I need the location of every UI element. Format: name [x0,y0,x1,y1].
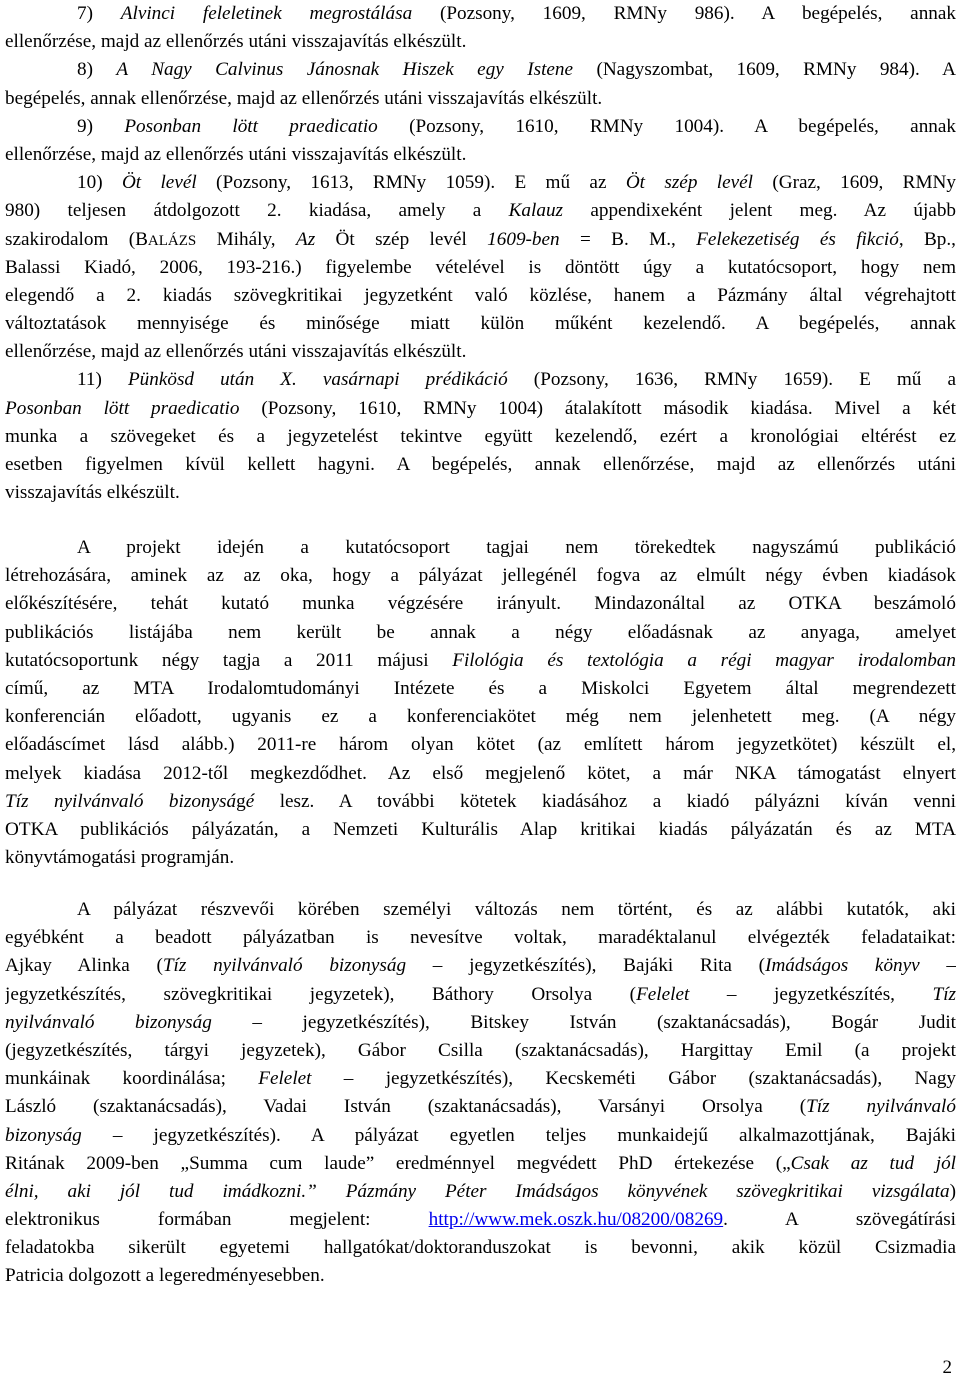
paragraph [5,534,956,872]
text-line [5,952,956,980]
small-caps-name: ALÁZS [147,232,197,249]
text-run: változtatások mennyisége és minősége miatt külön műként kezelendő. A begépelés, annak [5,313,956,335]
text-run: – jegyzetkészítés), Kecskeméti Gábor (szaktanácsadás), Nagy [311,1068,956,1090]
text-run: (Pozsony, 1609, RMNy 986). A begépelés, annak [412,3,956,24]
italic-title: Tíz nyilvánvaló [806,1096,956,1118]
text-run: , Bp., [898,228,956,250]
text-run: egyébként a beadott pályázatban is nevesítve voltak, maradéktalanul elvégezték feladataikat: [5,927,956,949]
text-line [5,924,956,952]
text-line [5,590,956,618]
text-line [5,395,956,423]
italic-title: Öt szép levél [625,172,753,194]
italic-title: Öt levél [121,172,197,194]
italic-title: Az [295,228,316,250]
text-run: létrehozására, aminek az az oka, hogy a pályázat jellegénél fogva az elmúlt négy évben kiadások [5,565,956,587]
item-block [5,0,956,507]
text-run: – jegyzetkészítés), Bajáki Rita ( [406,955,766,977]
text-line [5,731,956,759]
text-run: – jegyzetkészítés), Bitskey István (szaktanácsadás), Bogár Judit [211,1011,956,1033]
text-run: – jegyzetkészítés). A pályázat egyetlen teljes munkaidejű alkalmazottjának, Bajáki [81,1124,956,1146]
text-run: melyek kiadása 2012-től megkezdődhet. Az első megjelenő kötet, a már NKA támogatást elnyert [5,762,956,784]
text-line [5,844,956,872]
italic-title: Tíz nyilvánvaló bizonyság [162,955,407,977]
text-run: – [919,955,956,977]
text-line [5,366,956,394]
text-run: begépelés, annak ellenőrzése, majd az ellenőrzés utáni visszajavítás elkészült. [5,87,603,109]
italic-title: nyilvánvaló bizonyság [5,1011,212,1033]
italic-title: é [245,790,255,812]
text-run: esetben figyelmen kívül kellett hagyni. A begépelés, annak ellenőrzése, majd az ellenőrzés utáni [5,454,956,475]
text-run: appendixeként jelent meg. Az újabb [563,200,956,222]
italic-title: Felelet [258,1068,312,1090]
text-run: 980) teljesen átdolgozott 2. kiadása, amely a [5,200,509,222]
text-run: feladatokba sikerült egyetemi hallgatókat/doktoranduszokat is bevonni, akik közül Csizmadia [5,1237,956,1259]
text-line [5,310,956,338]
italic-title: Posonban lött praedicatio [124,115,378,137]
text-run: 8) [77,59,117,81]
text-line [5,1150,956,1178]
text-run: című, az MTA Irodalomtudományi Intézete és a Miskolci Egyetem által megrendezett [5,677,956,699]
text-run: A pályázat részvevői körében személyi változás nem történt, és az alábbi kutatók, aki [77,899,956,920]
text-line [5,141,956,169]
text-run: lesz. A további kötetek kiadásához a kiadó pályázni kíván venni [254,790,956,812]
text-line [5,1122,956,1150]
text-line [5,788,956,816]
italic-title: A Nagy Calvinus Jánosnak Hiszek egy Istene [116,59,574,81]
text-line [5,896,956,924]
text-run: (Pozsony, 1610, RMNy 1004). A begépelés, annak [377,115,956,137]
text-line [5,981,956,1009]
text-line [5,1206,956,1234]
text-run: A projekt idején a kutatócsoport tagjai nem törekedtek nagyszámú publikáció [77,537,956,558]
text-run: munka a szövegeket és a jegyzetelést tekintve együtt kezelendő, ezért a kronológiai eltérést ez [5,425,956,447]
text-line [5,1037,956,1065]
text-line [5,56,956,84]
text-line [5,423,956,451]
text-run: publikációs listájába nem került be annak a négy előadásnak az anyaga, amelyet [5,621,956,643]
italic-title: élni, aki jól tud imádkozni.” Pázmány Péter Imádságos könyvének szövegkritikai vizsgálata [5,1180,950,1202]
text-line [5,1065,956,1093]
text-line [5,1262,956,1290]
italic-title: Filológia és textológia a régi magyar irodalomban [452,649,956,671]
text-line [5,1178,956,1206]
text-run: Ajkay Alinka ( [5,955,163,977]
text-run: Balassi Kiadó, 2006, 193-216.) figyelembe vételével is döntött úgy a kutatócsoport, hogy nem [5,256,956,278]
text-line [5,1009,956,1037]
text-run: – jegyzetkészítés, [689,983,933,1005]
text-line [5,254,956,282]
text-run: (Pozsony, 1613, RMNy 1059). E mű az [196,172,626,194]
text-line [5,675,956,703]
text-run: ) [949,1180,956,1202]
italic-title: Imádságos könyv [765,955,920,977]
text-line [5,703,956,731]
italic-title: 1609-ben [487,228,560,250]
text-line [5,338,956,366]
text-run: elegendő a 2. kiadás szövegkritikai jegyzetként való közlése, hanem a Pázmány által végrehajtott [5,284,956,306]
italic-title: bizonyság [5,1124,82,1146]
italic-title: Tíz [932,983,956,1005]
text-run: munkáinak koordinálása; [5,1068,259,1090]
text-line [5,619,956,647]
text-run: OTKA publikációs pályázatán, a Nemzeti Kulturális Alap kritikai kiadás pályázatán és az MTA [5,818,956,840]
text-line [5,534,956,562]
text-run: László (szaktanácsadás), Vadai István (szaktanácsadás), Varsányi Orsolya ( [5,1096,807,1118]
text-run: elektronikus formában megjelent: [5,1209,429,1231]
text-run: Öt szép levél [315,228,488,250]
text-line [5,226,956,254]
text-run: 11) [77,369,128,391]
text-line [5,1234,956,1262]
text-run: szakirodalom (B [5,228,148,250]
text-line [5,647,956,675]
text-run: 9) [77,115,125,137]
page-number: 2 [942,1357,952,1378]
text-run: jegyzetkészítés, szövegkritikai jegyzetek), Báthory Orsolya ( [5,983,637,1005]
mek-link[interactable]: http://www.mek.oszk.hu/08200/08269 [428,1209,724,1231]
text-line [5,479,956,507]
paragraph [5,896,956,1291]
text-line [5,85,956,113]
italic-title: Pünkösd után X. vasárnapi prédikáció [127,369,508,391]
italic-title: Kalauz [508,200,564,222]
text-run: előkészítésére, tehát kutató munka végzésére irányult. Mindazonáltal az OTKA beszámoló [5,593,956,615]
text-run: g [236,790,246,812]
text-line [5,197,956,225]
text-line [5,28,956,56]
text-run: konferencián előadott, ugyanis ez a konferenciakötet még nem jelenhetett meg. (A négy [5,706,956,728]
text-run: Patricia dolgozott a legeredményesebben. [5,1265,325,1287]
text-run: ellenőrzése, majd az ellenőrzés utáni visszajavítás elkészült. [5,143,467,165]
text-run: visszajavítás elkészült. [5,482,180,504]
text-run: 7) [77,3,121,24]
italic-title: Csak az tud jól [790,1152,956,1174]
text-run: ellenőrzése, majd az ellenőrzés utáni visszajavítás elkészült. [5,31,467,53]
text-run: ellenőrzése, majd az ellenőrzés utáni visszajavítás elkészült. [5,341,467,363]
text-run: . A szövegátírási [723,1209,956,1231]
italic-title: Felelet [636,983,690,1005]
text-run: (Graz, 1609, RMNy [752,172,956,194]
text-line [5,451,956,479]
italic-title: Tíz nyilvánvaló bizonysá [5,790,237,812]
italic-title: Alvinci feleletinek megrostálása [120,3,413,24]
text-run: előadáscímet lásd alább.) 2011-re három olyan kötet (az említett három jegyzetkötet) készült el, [5,734,956,756]
text-run: 10) [77,172,122,194]
text-run: (Pozsony, 1610, RMNy 1004) átalakított második kiadása. Mivel a két [239,397,956,419]
text-line [5,562,956,590]
text-line [5,113,956,141]
text-run: Mihály, [196,228,296,250]
italic-title: Felekezetiség és fikció [696,228,899,250]
text-run: (jegyzetkészítés, tárgyi jegyzetek), Gábor Csilla (szaktanácsadás), Hargittay Emil (a projekt [5,1039,956,1061]
text-line [5,760,956,788]
text-line [5,282,956,310]
text-run: könyvtámogatási programján. [5,847,235,869]
text-run: (Pozsony, 1636, RMNy 1659). E mű a [507,369,956,391]
italic-title: Posonban lött praedicatio [5,397,240,419]
text-run: kutatócsoportunk négy tagja a 2011 májusi [5,649,453,671]
text-line [5,169,956,197]
text-run: = B. M., [559,228,697,250]
text-line [5,816,956,844]
text-run: Ritának 2009-ben „Summa cum laude” eredménnyel megvédett PhD értekezése („ [5,1152,791,1174]
text-line [5,1093,956,1121]
text-line [5,0,956,28]
text-run: (Nagyszombat, 1609, RMNy 984). A [573,59,956,81]
